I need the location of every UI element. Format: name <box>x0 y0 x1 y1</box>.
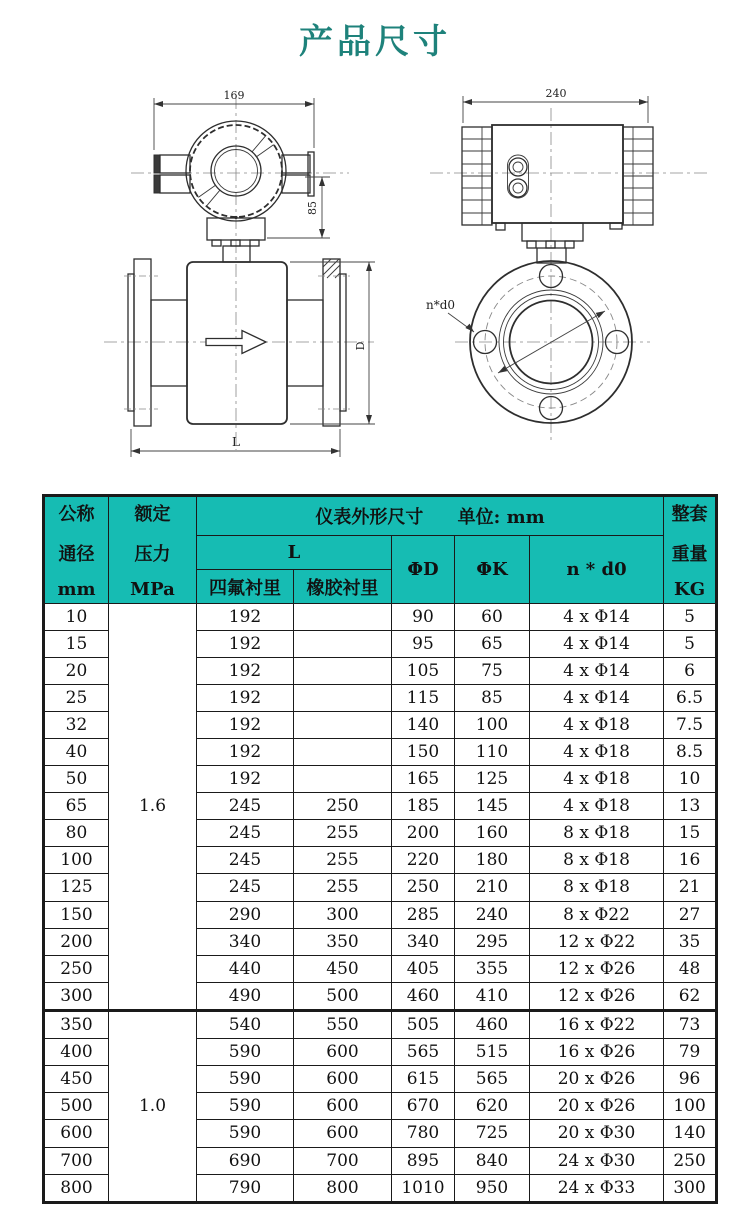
header-total-weight-unit: KG <box>674 579 706 600</box>
l-rubber-cell: 600 <box>294 1039 392 1066</box>
n-d0-cell: 16 x Φ26 <box>530 1039 664 1066</box>
n-d0-cell: 12 x Φ22 <box>530 928 664 955</box>
l-rubber-cell <box>294 631 392 658</box>
phi-d-cell: 895 <box>392 1147 455 1174</box>
dim-85-label: 85 <box>306 201 319 215</box>
dn-cell: 40 <box>44 739 109 766</box>
dimension-240 <box>463 87 648 123</box>
phi-k-cell: 75 <box>455 658 530 685</box>
l-ptfe-cell: 540 <box>197 1010 294 1038</box>
dimension-169 <box>154 89 314 150</box>
header-rubber-lining: 橡胶衬里 <box>294 570 392 604</box>
weight-cell: 35 <box>664 928 717 955</box>
phi-k-cell: 180 <box>455 847 530 874</box>
table-row <box>44 1010 717 1038</box>
n-d0-cell: 4 x Φ18 <box>530 712 664 739</box>
l-ptfe-cell: 590 <box>197 1120 294 1147</box>
cable-gland-left <box>154 155 190 193</box>
flowmeter-side-view-drawing <box>104 89 375 457</box>
header-nominal-diameter <box>44 496 109 604</box>
n-d0-cell: 12 x Φ26 <box>530 982 664 1010</box>
phi-d-cell: 90 <box>392 604 455 631</box>
l-rubber-cell: 500 <box>294 982 392 1010</box>
header-outline-dimensions <box>197 496 664 536</box>
n-d0-cell: 4 x Φ14 <box>530 685 664 712</box>
phi-d-cell: 115 <box>392 685 455 712</box>
weight-cell: 7.5 <box>664 712 717 739</box>
phi-d-cell: 565 <box>392 1039 455 1066</box>
l-rubber-cell: 255 <box>294 820 392 847</box>
pressure-cell: 1.6 <box>109 604 197 1011</box>
l-rubber-cell <box>294 712 392 739</box>
dimension-l <box>131 429 340 457</box>
header-rated-pressure-line2: 压力 <box>134 543 171 565</box>
weight-cell: 5 <box>664 604 717 631</box>
phi-k-cell: 410 <box>455 982 530 1010</box>
weight-cell: 6 <box>664 658 717 685</box>
l-ptfe-cell: 192 <box>197 712 294 739</box>
dimension-d <box>290 262 375 424</box>
n-d0-cell: 16 x Φ22 <box>530 1010 664 1038</box>
n-d0-cell: 4 x Φ18 <box>530 739 664 766</box>
l-rubber-cell <box>294 739 392 766</box>
phi-k-cell: 65 <box>455 631 530 658</box>
n-d0-cell: 24 x Φ33 <box>530 1174 664 1202</box>
phi-k-cell: 840 <box>455 1147 530 1174</box>
phi-d-cell: 250 <box>392 874 455 901</box>
dn-cell: 150 <box>44 901 109 928</box>
phi-k-cell: 515 <box>455 1039 530 1066</box>
header-total-weight <box>664 496 717 604</box>
dn-cell: 65 <box>44 793 109 820</box>
phi-d-cell: 220 <box>392 847 455 874</box>
phi-k-cell: 110 <box>455 739 530 766</box>
phi-k-cell: 295 <box>455 928 530 955</box>
header-phi-d: ΦD <box>392 536 455 604</box>
header-n-d0: n * d0 <box>530 536 664 604</box>
phi-d-cell: 460 <box>392 982 455 1010</box>
l-ptfe-cell: 192 <box>197 685 294 712</box>
n-d0-cell: 20 x Φ26 <box>530 1093 664 1120</box>
l-ptfe-cell: 245 <box>197 874 294 901</box>
n-d0-cell: 4 x Φ18 <box>530 793 664 820</box>
dn-cell: 10 <box>44 604 109 631</box>
l-ptfe-cell: 245 <box>197 820 294 847</box>
l-ptfe-cell: 245 <box>197 793 294 820</box>
l-ptfe-cell: 192 <box>197 631 294 658</box>
header-ptfe-lining: 四氟衬里 <box>197 570 294 604</box>
phi-k-cell: 460 <box>455 1010 530 1038</box>
weight-cell: 73 <box>664 1010 717 1038</box>
weight-cell: 62 <box>664 982 717 1010</box>
l-rubber-cell: 700 <box>294 1147 392 1174</box>
weight-cell: 140 <box>664 1120 717 1147</box>
pressure-cell: 1.0 <box>109 1010 197 1202</box>
header-nominal-diameter-line2: 通径 <box>58 543 95 565</box>
dn-cell: 800 <box>44 1174 109 1202</box>
weight-cell: 300 <box>664 1174 717 1202</box>
phi-d-cell: 140 <box>392 712 455 739</box>
phi-d-cell: 200 <box>392 820 455 847</box>
l-rubber-cell <box>294 604 392 631</box>
weight-cell: 96 <box>664 1066 717 1093</box>
dn-cell: 100 <box>44 847 109 874</box>
n-d0-cell: 4 x Φ14 <box>530 658 664 685</box>
l-ptfe-cell: 590 <box>197 1093 294 1120</box>
phi-k-cell: 125 <box>455 766 530 793</box>
phi-d-cell: 405 <box>392 955 455 982</box>
l-ptfe-cell: 490 <box>197 982 294 1010</box>
l-ptfe-cell: 192 <box>197 739 294 766</box>
n-d0-cell: 8 x Φ18 <box>530 820 664 847</box>
l-ptfe-cell: 192 <box>197 604 294 631</box>
dim-l-label: L <box>232 435 240 449</box>
l-rubber-cell: 255 <box>294 874 392 901</box>
phi-d-cell: 340 <box>392 928 455 955</box>
header-outline-dimensions-title: 仪表外形尺寸 <box>315 507 424 528</box>
phi-k-cell: 85 <box>455 685 530 712</box>
phi-d-cell: 780 <box>392 1120 455 1147</box>
n-d0-cell: 4 x Φ14 <box>530 631 664 658</box>
phi-k-cell: 565 <box>455 1066 530 1093</box>
phi-k-cell: 160 <box>455 820 530 847</box>
l-ptfe-cell: 590 <box>197 1066 294 1093</box>
n-d0-cell: 8 x Φ18 <box>530 874 664 901</box>
mounting-neck-front <box>522 223 583 263</box>
n-d0-cell: 8 x Φ18 <box>530 847 664 874</box>
phi-d-cell: 105 <box>392 658 455 685</box>
dn-cell: 700 <box>44 1147 109 1174</box>
l-rubber-cell: 800 <box>294 1174 392 1202</box>
n-d0-cell: 24 x Φ30 <box>530 1147 664 1174</box>
phi-k-cell: 355 <box>455 955 530 982</box>
cable-entry-ports <box>508 155 529 198</box>
l-ptfe-cell: 340 <box>197 928 294 955</box>
n-d0-cell: 4 x Φ14 <box>530 604 664 631</box>
phi-k-cell: 60 <box>455 604 530 631</box>
header-length-l: L <box>197 536 392 570</box>
dn-cell: 80 <box>44 820 109 847</box>
l-rubber-cell: 300 <box>294 901 392 928</box>
l-ptfe-cell: 192 <box>197 766 294 793</box>
phi-k-cell: 145 <box>455 793 530 820</box>
header-rated-pressure-line1: 额定 <box>134 504 171 525</box>
l-ptfe-cell: 790 <box>197 1174 294 1202</box>
l-rubber-cell: 255 <box>294 847 392 874</box>
phi-d-cell: 505 <box>392 1010 455 1038</box>
l-rubber-cell: 250 <box>294 793 392 820</box>
weight-cell: 100 <box>664 1093 717 1120</box>
header-unit-note: 单位: mm <box>457 507 545 528</box>
phi-k-cell: 100 <box>455 712 530 739</box>
header-phi-k: ΦK <box>455 536 530 604</box>
phi-k-cell: 620 <box>455 1093 530 1120</box>
header-nominal-diameter-unit: mm <box>57 579 96 600</box>
l-ptfe-cell: 192 <box>197 658 294 685</box>
header-rated-pressure-unit: MPa <box>130 579 175 600</box>
weight-cell: 79 <box>664 1039 717 1066</box>
l-rubber-cell: 450 <box>294 955 392 982</box>
dn-cell: 500 <box>44 1093 109 1120</box>
weight-cell: 13 <box>664 793 717 820</box>
weight-cell: 15 <box>664 820 717 847</box>
flowmeter-front-view-drawing <box>426 87 708 444</box>
phi-k-cell: 725 <box>455 1120 530 1147</box>
weight-cell: 21 <box>664 874 717 901</box>
page-title: 产品尺寸 <box>299 22 451 62</box>
header-rated-pressure <box>109 496 197 604</box>
header-total-weight-line1: 整套 <box>671 504 708 525</box>
weight-cell: 27 <box>664 901 717 928</box>
right-flange <box>287 259 350 426</box>
phi-d-cell: 165 <box>392 766 455 793</box>
weight-cell: 250 <box>664 1147 717 1174</box>
weight-cell: 48 <box>664 955 717 982</box>
dn-cell: 400 <box>44 1039 109 1066</box>
dn-cell: 32 <box>44 712 109 739</box>
phi-k-cell: 950 <box>455 1174 530 1202</box>
phi-d-cell: 285 <box>392 901 455 928</box>
dn-cell: 25 <box>44 685 109 712</box>
dn-cell: 350 <box>44 1010 109 1038</box>
dn-cell: 300 <box>44 982 109 1010</box>
phi-d-cell: 150 <box>392 739 455 766</box>
bolt-spec-callout <box>426 298 474 332</box>
dn-cell: 250 <box>44 955 109 982</box>
l-rubber-cell: 350 <box>294 928 392 955</box>
weight-cell: 5 <box>664 631 717 658</box>
weight-cell: 16 <box>664 847 717 874</box>
l-rubber-cell: 600 <box>294 1066 392 1093</box>
dn-cell: 200 <box>44 928 109 955</box>
dimension-table <box>42 494 718 1204</box>
phi-k-cell: 240 <box>455 901 530 928</box>
l-rubber-cell <box>294 685 392 712</box>
flow-direction-arrow <box>206 331 266 354</box>
converter-housing <box>462 125 653 230</box>
left-flange <box>124 259 187 426</box>
dim-169-label: 169 <box>223 89 245 102</box>
l-ptfe-cell: 440 <box>197 955 294 982</box>
l-rubber-cell <box>294 658 392 685</box>
n-d0-cell: 20 x Φ30 <box>530 1120 664 1147</box>
table-row <box>44 604 717 631</box>
dn-cell: 15 <box>44 631 109 658</box>
l-ptfe-cell: 290 <box>197 901 294 928</box>
n-d0-cell: 12 x Φ26 <box>530 955 664 982</box>
dn-cell: 450 <box>44 1066 109 1093</box>
phi-d-cell: 1010 <box>392 1174 455 1202</box>
l-rubber-cell: 600 <box>294 1120 392 1147</box>
dn-cell: 20 <box>44 658 109 685</box>
n-d0-cell: 8 x Φ22 <box>530 901 664 928</box>
cable-gland-right <box>282 152 314 196</box>
l-rubber-cell: 600 <box>294 1093 392 1120</box>
l-rubber-cell: 550 <box>294 1010 392 1038</box>
header-nominal-diameter-line1: 公称 <box>58 504 95 525</box>
bolt-spec-label: n*d0 <box>426 298 456 312</box>
dim-240-label: 240 <box>545 87 567 100</box>
l-ptfe-cell: 245 <box>197 847 294 874</box>
phi-d-cell: 185 <box>392 793 455 820</box>
weight-cell: 8.5 <box>664 739 717 766</box>
weight-cell: 10 <box>664 766 717 793</box>
phi-k-cell: 210 <box>455 874 530 901</box>
product-dimension-drawings <box>0 0 750 485</box>
n-d0-cell: 20 x Φ26 <box>530 1066 664 1093</box>
weight-cell: 6.5 <box>664 685 717 712</box>
dim-d-label: D <box>354 341 367 351</box>
dn-cell: 600 <box>44 1120 109 1147</box>
phi-d-cell: 670 <box>392 1093 455 1120</box>
phi-d-cell: 615 <box>392 1066 455 1093</box>
dimension-85 <box>267 177 330 238</box>
l-rubber-cell <box>294 766 392 793</box>
dn-cell: 50 <box>44 766 109 793</box>
n-d0-cell: 4 x Φ18 <box>530 766 664 793</box>
dn-cell: 125 <box>44 874 109 901</box>
header-total-weight-line2: 重量 <box>671 543 708 565</box>
l-ptfe-cell: 690 <box>197 1147 294 1174</box>
l-ptfe-cell: 590 <box>197 1039 294 1066</box>
phi-d-cell: 95 <box>392 631 455 658</box>
